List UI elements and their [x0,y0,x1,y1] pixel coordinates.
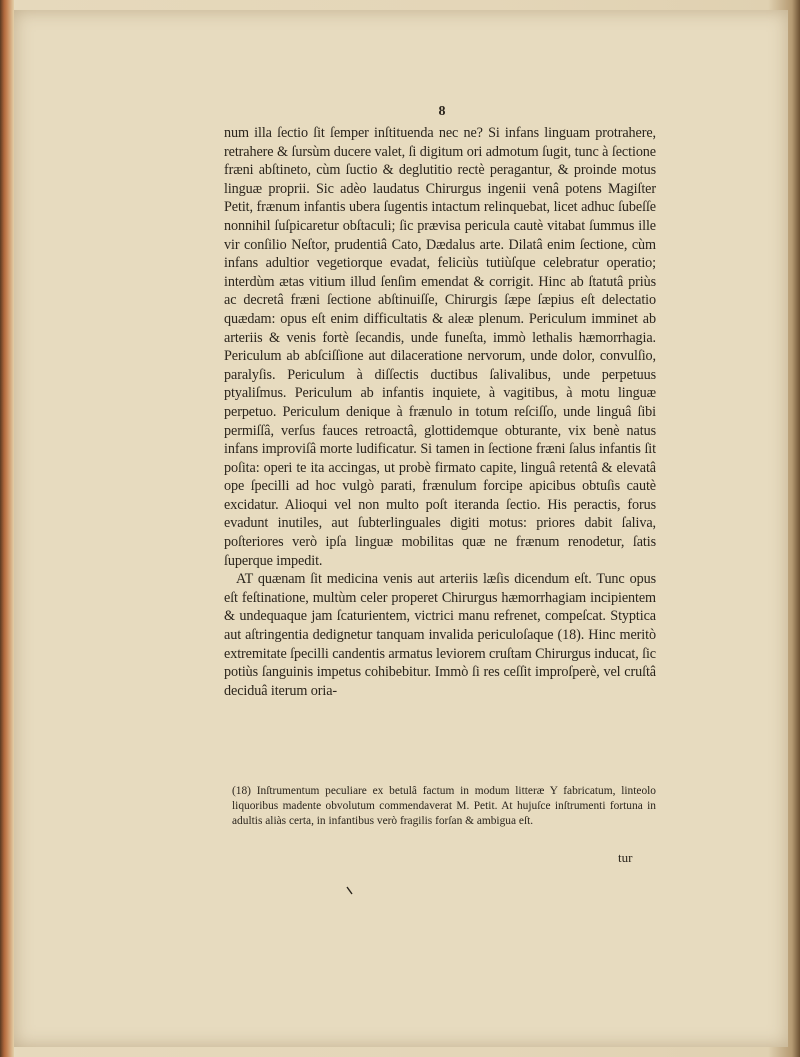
paragraph-2: AT quænam ſit medicina venis aut arteriis læſis dicendum eſt. Tunc opus eſt feſtinatione, multùm celer properet Chirurgus hæmorrhagiam incipientem & undequaque jam ſcaturientem, victrici manu refrenet, compeſcat. Styptica aut aſtringentia dedignetur tanquam invalida periculoſaque (18). Hinc meritò extremitate ſpecilli candentis armatus leviorem cruſtam Chirurgus inducat, ſic potiùs ſanguinis impetus cohibebitur. Immò ſi res ceſſit improſperè, vel cruſtâ deciduâ iterum oria- [224,571,657,699]
paragraph-1: num illa ſectio ſit ſemper inſtituenda nec ne? Si infans linguam protrahere, retrahere & ſursùm ducere valet, ſi digitum ori admotum ſugit, tunc à ſectione fræni abſtineto, cùm ſuctio & deglutitio rectè peragantur, & proinde motus linguæ proprii. Sic adèo laudatus Chirurgus ingenii venâ potens Magiſter Petit, frænum infantis ubera ſugentis intactum relinquebat, licet adhuc ſubeſſe nonnihil ſuſpicaretur obſtaculi; ſic prævisa pericula cautè vitabat ſummus ille vir conſilio Neſtor, prudentiâ Cato, Dædalus arte. Dilatâ enim ſectione, cùm infans adultior vegetiorque evadat, feliciùs tutiùſque celebratur operatio; interdùm ætas vitium illud ſenſim emendat & corrigit. Hinc ab ſtatutâ priùs ac decretâ fræni ſectione abſtinuiſſe, Chirurgis ſæpe ſæpius eſt delectatio quædam: opus eſt enim difficultatis & aleæ plenum. Periculum imminet ab arteriis & venis fortè ſecandis, unde funeſta, immò lethalis hæmorrhagia. Periculum ab abſciſſione aut dilaceratione nervorum, unde dolor, convulſio, paralyſis. Periculum à diſſectis ductibus ſalivalibus, unde perpetuus ptyaliſmus. Periculum ab infantis inquiete, à vagitibus, à motu linguæ perpetuo. Periculum denique à frænulo in totum reſciſſo, unde linguâ ſibi permiſſâ, verſus fauces retroactâ, glottidemque obturante, vix benè natus infans improviſâ morte ludificatur. Si tamen in ſectione fræni ſalus infantis ſit poſita: operi te ita accingas, ut probè firmato capite, linguâ retentâ & elevatâ ope ſpecilli ad hoc vulgò parati, frænulum forcipe apicibus obtuſis cautè excidatur. Alioqui vel non multo poſt iteranda ſectio. His peractis, forus evadunt inutiles, aut ſubterlinguales digiti motus: priores dabit ſaliva, poſteriores verò ipſa linguæ mobilitas quæ ne frænum renodetur, ſatis ſuperque impedit. [224,125,656,569]
body-text [224,124,656,700]
binding-edge [0,0,14,1057]
page-number: 8 [438,104,446,119]
ink-mark-icon [346,886,354,896]
footnote: (18) Inſtrumentum peculiare ex betulâ factum in modum litteræ Y fabricatum, linteolo liquoribus madente obvolutum commendaverat M. Petit. At hujuſce inſtrumenti fortuna in adultis aliàs certa, in infantibus verò fragilis forſan & ambigua eſt. [232,785,656,827]
catchword: tur [618,850,633,865]
